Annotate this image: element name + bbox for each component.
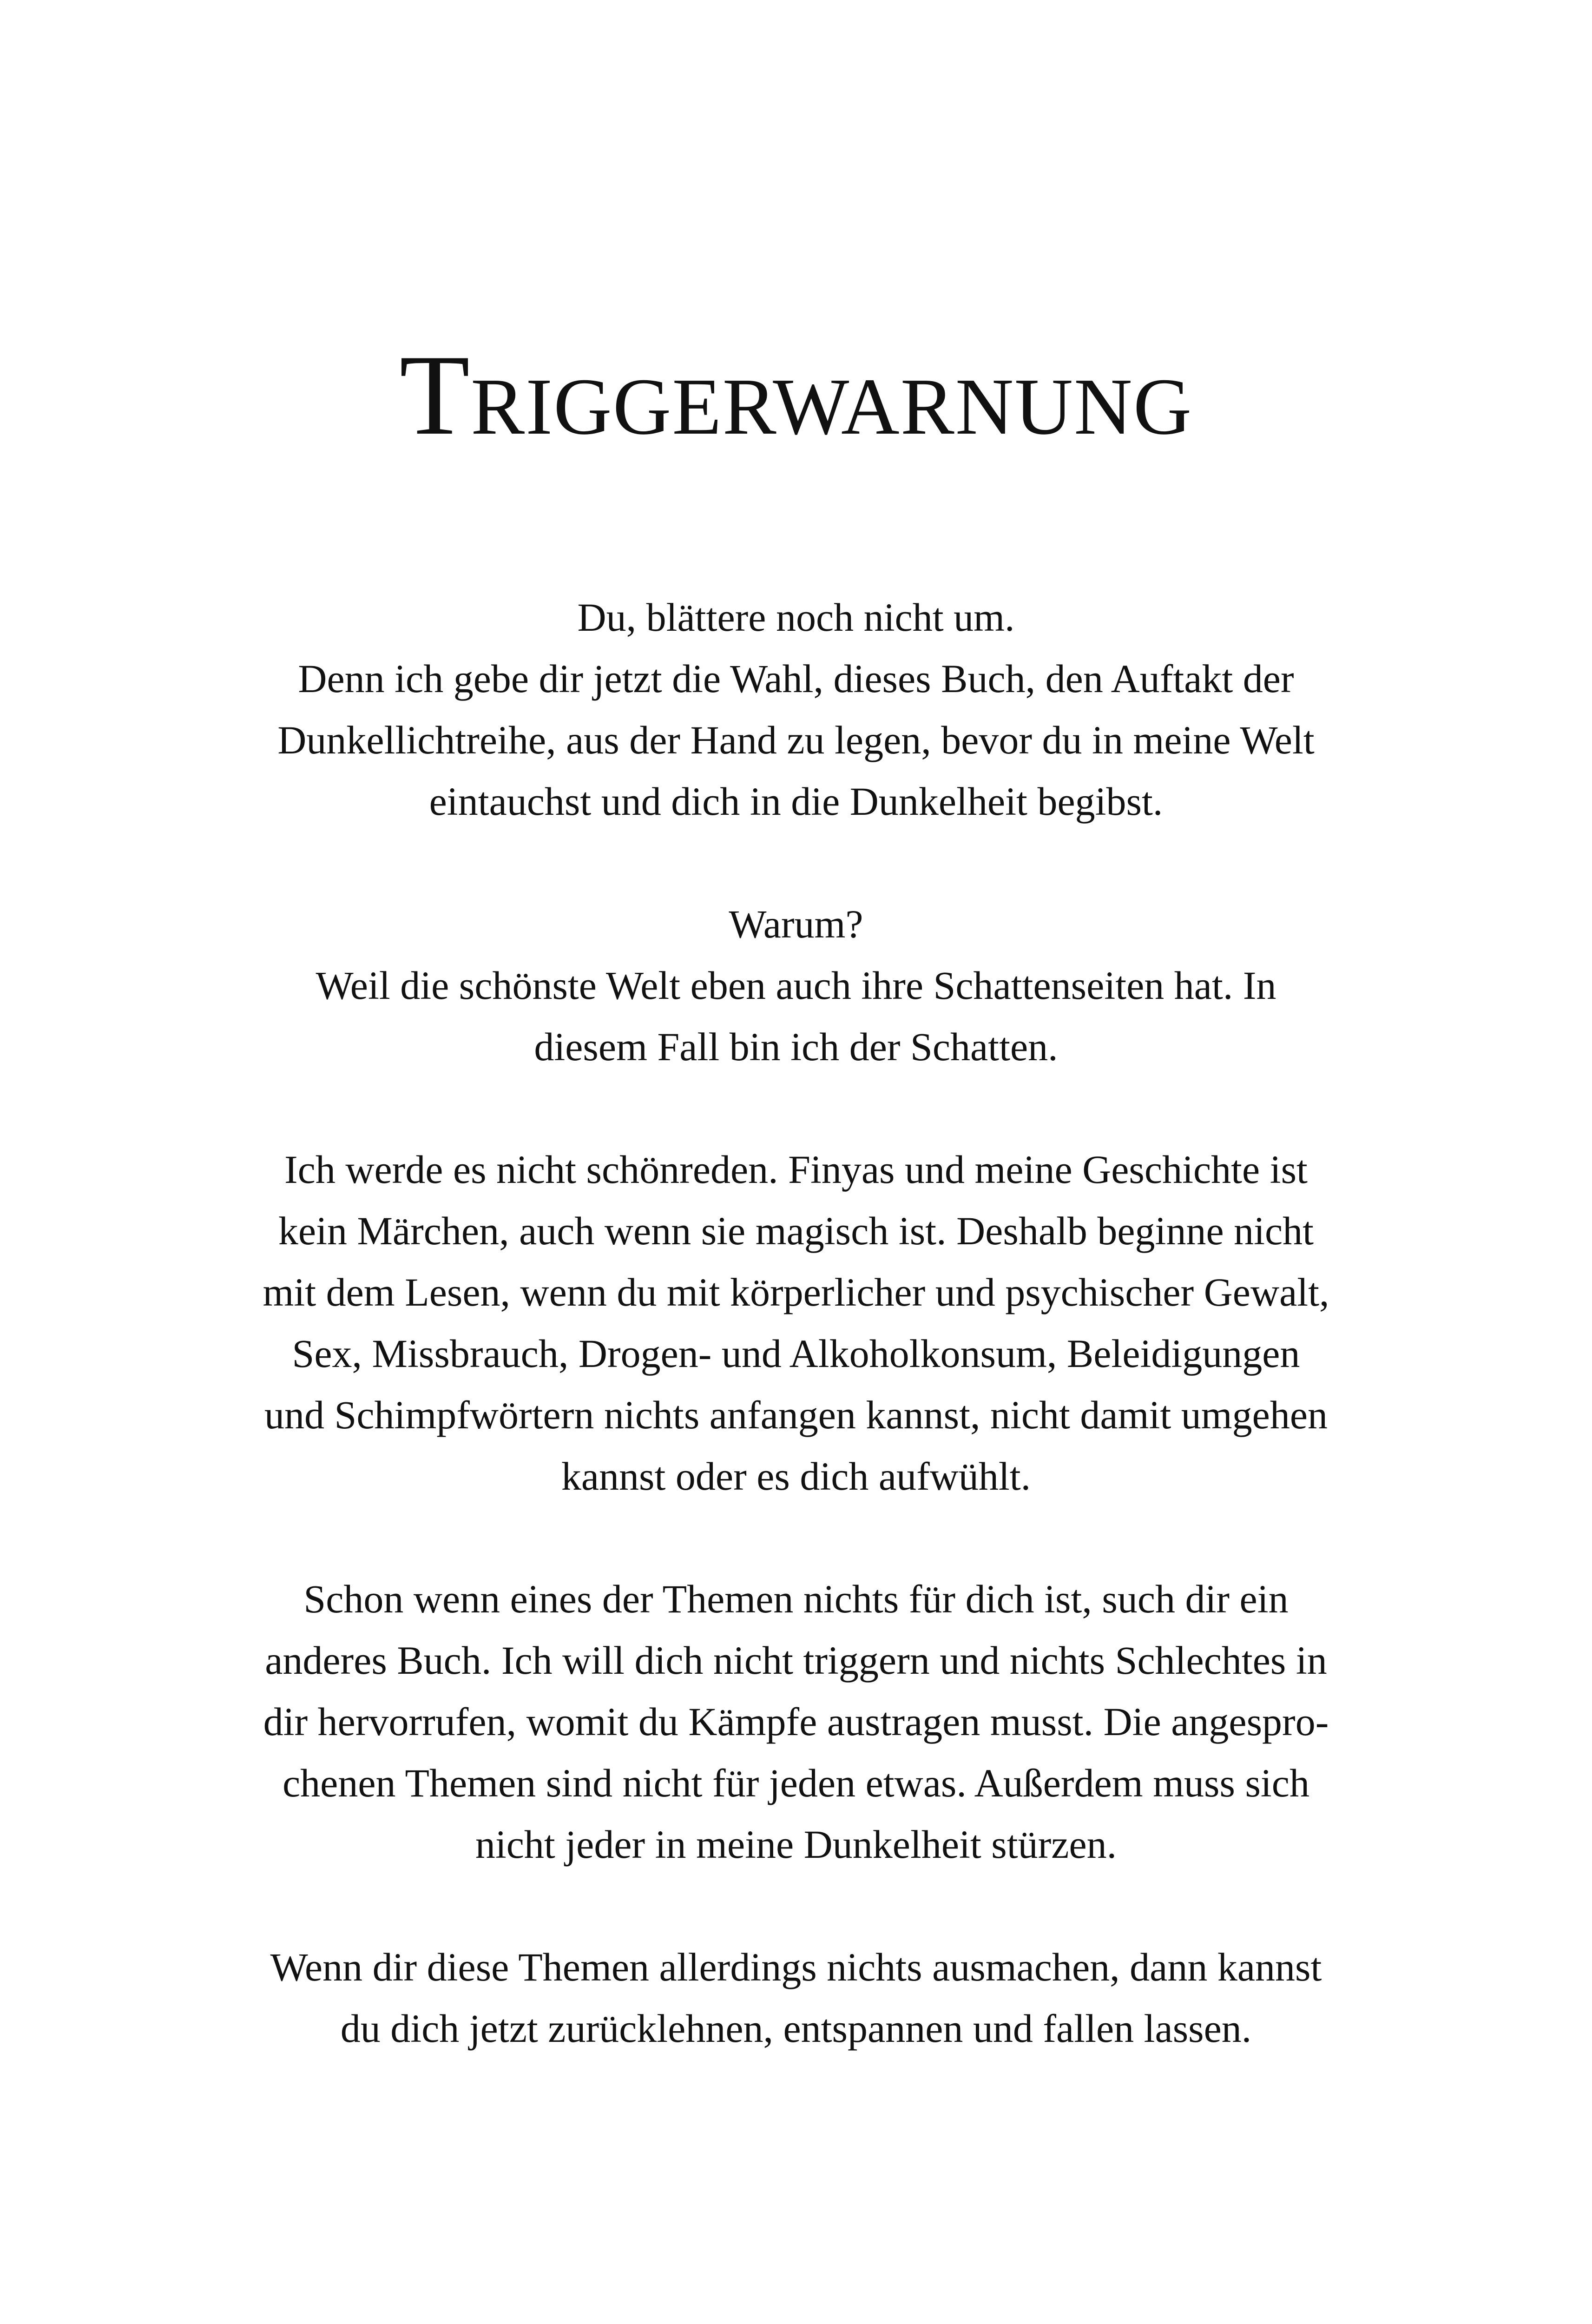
text-line: diesem Fall bin ich der Schatten. xyxy=(534,1024,1058,1069)
text-line: Dunkellichtreihe, aus der Hand zu legen, bevor du in meine Welt xyxy=(277,718,1315,762)
paragraph-intro xyxy=(139,587,1453,832)
text-line: Sex, Missbrauch, Drogen- und Alkoholkonsum, Beleidigungen xyxy=(292,1331,1300,1376)
text-line: Warum? xyxy=(729,902,863,946)
text-line: kein Märchen, auch wenn sie magisch ist. Deshalb beginne nicht xyxy=(278,1208,1314,1253)
text-line: Wenn dir diese Themen allerdings nichts ausmachen, dann kannst xyxy=(270,1945,1322,1989)
page-title xyxy=(0,325,1592,465)
paragraph-advice xyxy=(139,1568,1453,1875)
paragraph-why xyxy=(139,893,1453,1077)
text-line: eintauchst und dich in die Dunkelheit begibst. xyxy=(429,779,1163,824)
text-line: Du, blättere noch nicht um. xyxy=(577,595,1015,640)
text-line: chenen Themen sind nicht für jeden etwas. Außerdem muss sich xyxy=(283,1761,1309,1805)
warning-text xyxy=(139,587,1453,2120)
text-line: Schon wenn eines der Themen nichts für dich ist, such dir ein xyxy=(303,1577,1289,1621)
text-line: Ich werde es nicht schönreden. Finyas und meine Geschichte ist xyxy=(284,1147,1308,1192)
text-line: Weil die schönste Welt eben auch ihre Schattenseiten hat. In xyxy=(316,963,1276,1008)
paragraph-closing xyxy=(139,1936,1453,2059)
paragraph-content-warning xyxy=(139,1139,1453,1507)
text-line: anderes Buch. Ich will dich nicht triggern und nichts Schlechtes in xyxy=(265,1638,1327,1683)
text-line: mit dem Lesen, wenn du mit körperlicher und psychischer Gewalt, xyxy=(263,1270,1329,1314)
text-line: und Schimpfwörtern nichts anfangen kannst, nicht damit umgehen xyxy=(264,1393,1328,1437)
text-line: du dich jetzt zurücklehnen, entspannen und fallen lassen. xyxy=(340,2006,1252,2051)
title-text: Triggerwarnung xyxy=(399,331,1193,459)
text-line: kannst oder es dich aufwühlt. xyxy=(561,1454,1031,1499)
text-line: nicht jeder in meine Dunkelheit stürzen. xyxy=(475,1822,1117,1867)
text-line: Denn ich gebe dir jetzt die Wahl, dieses Buch, den Auftakt der xyxy=(298,656,1294,701)
text-line: dir hervorrufen, womit du Kämpfe austragen musst. Die angespro- xyxy=(263,1699,1329,1744)
